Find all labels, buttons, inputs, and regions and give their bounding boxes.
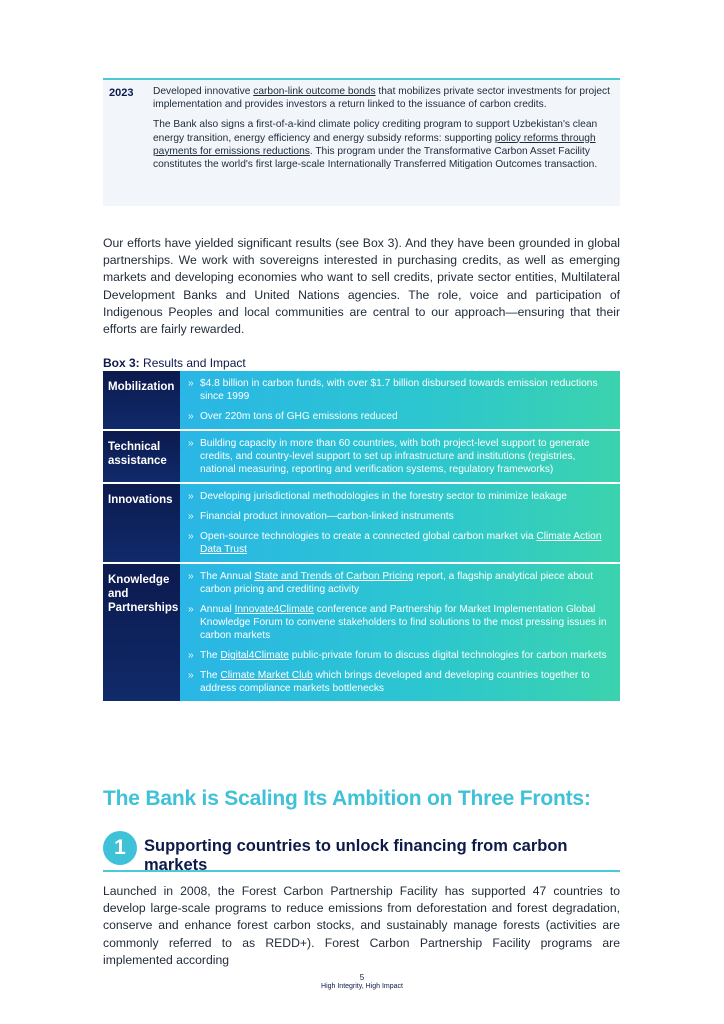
- bullet-list: [188, 437, 612, 476]
- chevron-bullet-icon: »: [188, 378, 194, 389]
- box-row-heading: Mobilization: [103, 371, 180, 429]
- page-number: 5: [359, 973, 365, 982]
- bullet-list: [188, 490, 612, 556]
- box-item-link[interactable]: Climate Market Club: [220, 670, 313, 681]
- chevron-bullet-icon: »: [188, 604, 194, 615]
- box-row: [103, 431, 620, 482]
- box-row-body: [180, 484, 620, 562]
- carbon-link-bonds-link[interactable]: carbon-link outcome bonds: [253, 86, 376, 97]
- box-title: Box 3: Results and Impact: [103, 356, 246, 370]
- box-row: [103, 371, 620, 429]
- box-row-body: [180, 564, 620, 701]
- box-item-link[interactable]: Innovate4Climate: [234, 604, 314, 615]
- box-row-body: [180, 431, 620, 482]
- section-heading: The Bank is Scaling Its Ambition on Three Fronts:: [103, 787, 591, 810]
- box-item-text: The: [200, 650, 221, 661]
- bullet-item: [188, 437, 612, 476]
- bullet-list: [188, 377, 612, 423]
- bullet-list: [188, 570, 612, 695]
- timeline-table: [103, 78, 620, 206]
- front-1-heading-row: [103, 828, 620, 872]
- box-row-body: [180, 371, 620, 429]
- chevron-bullet-icon: »: [188, 531, 194, 542]
- number-badge: 1: [103, 831, 137, 865]
- box-item-text: Financial product innovation—carbon-linked instruments: [200, 511, 454, 522]
- chevron-bullet-icon: »: [188, 650, 194, 661]
- chevron-bullet-icon: »: [188, 491, 194, 502]
- timeline-paragraph-1: Developed innovative carbon-link outcome bonds that mobilizes private sector investments for project implementation and provides investors a return linked to the issuance of carbon credits.: [153, 86, 610, 111]
- box-row-heading: Technical assistance: [103, 431, 180, 482]
- box-row-heading: Knowledge and Partnerships: [103, 564, 180, 701]
- timeline-entry: [153, 85, 615, 178]
- chevron-bullet-icon: »: [188, 670, 194, 681]
- bullet-item: [188, 377, 612, 403]
- timeline-year: 2023: [109, 87, 134, 99]
- bullet-item: [188, 570, 612, 596]
- box-item-link[interactable]: Digital4Climate: [220, 650, 289, 661]
- box-item-text: conference and Partnership for Market Implementation Global Knowledge Forum to convene stakeholders to find solutions to the most pressing issues in carbon markets: [200, 604, 607, 641]
- bullet-item: [188, 649, 612, 662]
- box-item-text: Open-source technologies to create a connected global carbon market via: [200, 531, 537, 542]
- chevron-bullet-icon: »: [188, 411, 194, 422]
- results-impact-box: [103, 371, 620, 703]
- box-item-text: Building capacity in more than 60 countries, with both project-level support to generate credits, and country-level support to set up infrastructure and institutions (registries, national measuring, reporting and verification systems, regulatory frameworks): [200, 438, 590, 475]
- box-item-text: The: [200, 670, 221, 681]
- box-row: [103, 484, 620, 562]
- box-row: [103, 564, 620, 701]
- box-item-text: Over 220m tons of GHG emissions reduced: [200, 411, 398, 422]
- chevron-bullet-icon: »: [188, 438, 194, 449]
- box-item-link[interactable]: State and Trends of Carbon Pricing: [254, 571, 414, 582]
- results-paragraph: Our efforts have yielded significant results (see Box 3). And they have been grounded in global partnerships. We work with sovereigns interested in purchasing credits, as well as emerging markets and developing economies who want to sell credits, private sector entities, Multilateral Development Banks and United Nations agencies. The role, voice and participation of Indigenous Peoples and local communities are central to our approach—ensuring that their efforts are fairly rewarded.: [103, 236, 620, 337]
- chevron-bullet-icon: »: [188, 571, 194, 582]
- box-row-heading: Innovations: [103, 484, 180, 562]
- box-item-text: $4.8 billion in carbon funds, with over $1.7 billion disbursed towards emission reductions since 1999: [200, 378, 598, 402]
- box-item-text: report, a flagship analytical piece about carbon pricing and crediting activity: [200, 571, 594, 595]
- box-item-link[interactable]: Climate Action Data Trust: [200, 531, 602, 555]
- bullet-item: [188, 490, 612, 503]
- bullet-item: [188, 410, 612, 423]
- timeline-paragraph-2: The Bank also signs a first-of-a-kind climate policy crediting program to support Uzbekistan's clean energy transition, energy efficiency and energy subsidy reforms: supporting policy reforms through payments for emissions reductions. This program under the Transformative Carbon Asset Facility constitutes the world's first large-scale Internationally Transferred Mitigation Outcomes transaction.: [153, 119, 598, 171]
- fcpf-paragraph: Launched in 2008, the Forest Carbon Partnership Facility has supported 47 countries to develop large-scale programs to reduce emissions from deforestation and forest degradation, conserve and enhance forest carbon stocks, and sustainably manage forests (activities are commonly referred to as REDD+). Forest Carbon Partnership Facility programs are implemented according: [103, 884, 620, 967]
- box-item-text: which brings developed and developing countries together to address compliance markets bottlenecks: [200, 670, 590, 694]
- front-1-title: Supporting countries to unlock financing from carbon markets: [144, 837, 568, 874]
- box-item-text: Annual: [200, 604, 235, 615]
- footer-title: High Integrity, High Impact: [321, 983, 403, 990]
- box-item-text: public-private forum to discuss digital technologies for carbon markets: [288, 650, 607, 661]
- bullet-item: [188, 530, 612, 556]
- policy-reforms-link[interactable]: policy reforms through payments for emissions reductions: [153, 132, 596, 157]
- box-item-text: The Annual: [200, 571, 255, 582]
- chevron-bullet-icon: »: [188, 511, 194, 522]
- bullet-item: [188, 510, 612, 523]
- box-item-text: Developing jurisdictional methodologies in the forestry sector to minimize leakage: [200, 491, 567, 502]
- bullet-item: [188, 669, 612, 695]
- bullet-item: [188, 603, 612, 642]
